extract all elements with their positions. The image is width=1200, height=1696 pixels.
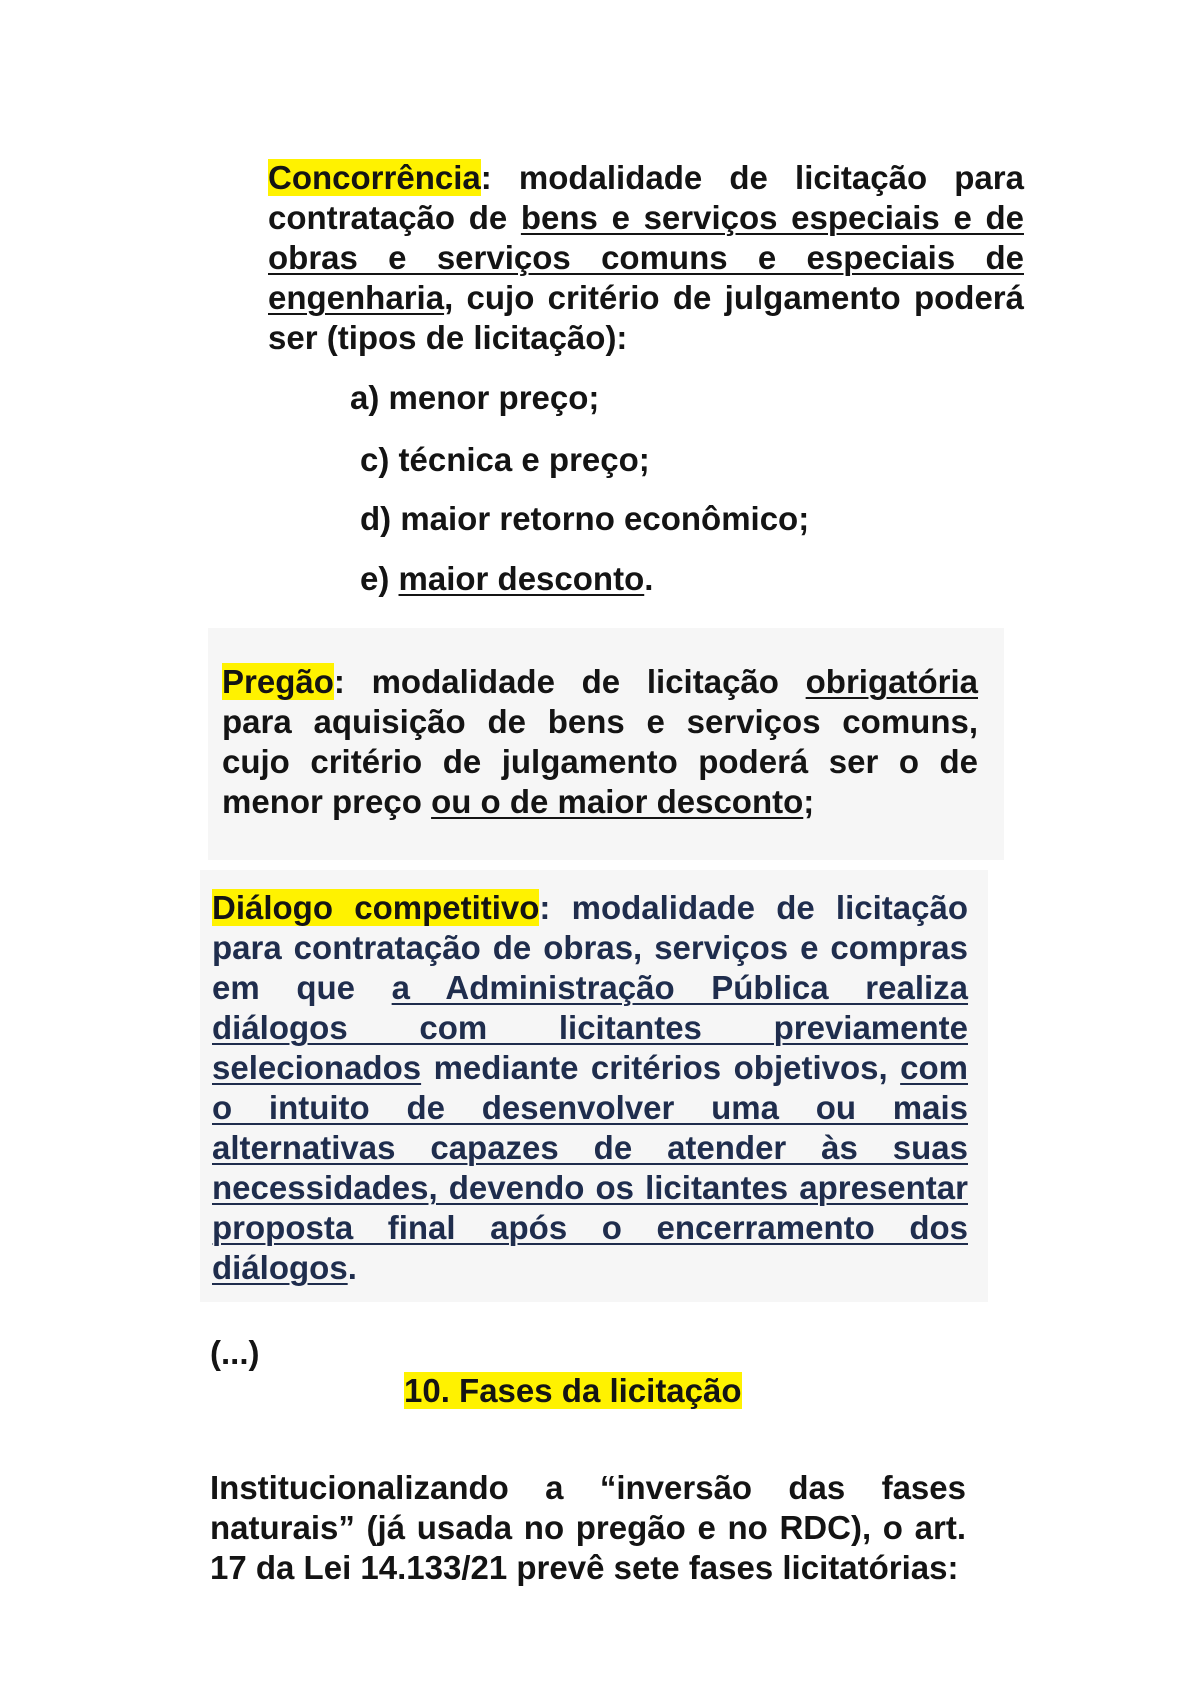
concorrencia-text-2: , cujo critério de julgamento poderá ser (tipos de licitação): (268, 279, 1024, 356)
dialogo-underline-1: a Administração Pública realiza diálogos com licitantes previamente selecionados (212, 969, 969, 1086)
criterio-c: c) técnica e preço; (360, 441, 650, 478)
dialogo-block (212, 888, 968, 1288)
criterio-e-underlined: maior desconto (398, 560, 645, 597)
pregao-underline-1: obrigatória (805, 663, 978, 700)
pregao-underline-2: ou o de maior desconto (431, 783, 804, 820)
concorrencia-term: Concorrência (268, 159, 481, 196)
criterio-e-prefix: e) (360, 560, 399, 597)
fases-block (210, 1468, 966, 1588)
pregao-term: Pregão (222, 663, 334, 700)
dialogo-term: Diálogo competitivo (212, 889, 540, 926)
dialogo-underline-2: com o intuito de desenvolver uma ou mais alternativas capazes de atender às suas necessidades, devendo os licitantes apresentar proposta final após o encerramento dos diálogos (212, 1049, 968, 1286)
pregao-paragraph (222, 662, 978, 822)
criterio-e-suffix: . (644, 560, 654, 597)
concorrencia-block (268, 158, 1024, 358)
ellipsis: (...) (210, 1334, 260, 1371)
dialogo-text-3: . (347, 1249, 357, 1286)
section-heading (404, 1370, 742, 1412)
pregao-text-3: ; (803, 783, 815, 820)
pregao-text-2: para aquisição de bens e serviços comuns, cujo critério de julgamento poderá ser o de menor preço (222, 703, 978, 820)
section-heading-text: 10. Fases da licitação (404, 1372, 742, 1409)
dialogo-text-2: mediante critérios objetivos, (421, 1049, 901, 1086)
fases-paragraph: Institucionalizando a “inversão das fases naturais” (já usada no pregão e no RDC), o art. 17 da Lei 14.133/21 prevê sete fases licitatórias: (210, 1469, 966, 1586)
dialogo-paragraph (212, 888, 968, 1288)
dialogo-text-1: : modalidade de licitação para contratação de obras, serviços e compras em que (212, 889, 968, 1006)
pregao-text-1: : modalidade de licitação (333, 663, 806, 700)
criterio-e (360, 559, 653, 599)
concorrencia-paragraph (268, 158, 1024, 358)
criterio-a: a) menor preço; (350, 379, 600, 416)
pregao-block (222, 662, 978, 822)
concorrencia-underline-1: bens e serviços especiais e de obras e serviços comuns e especiais de engenharia (268, 199, 1024, 316)
criterio-d: d) maior retorno econômico; (360, 500, 810, 537)
concorrencia-text-1: : modalidade de licitação para contratação de (268, 159, 1024, 236)
